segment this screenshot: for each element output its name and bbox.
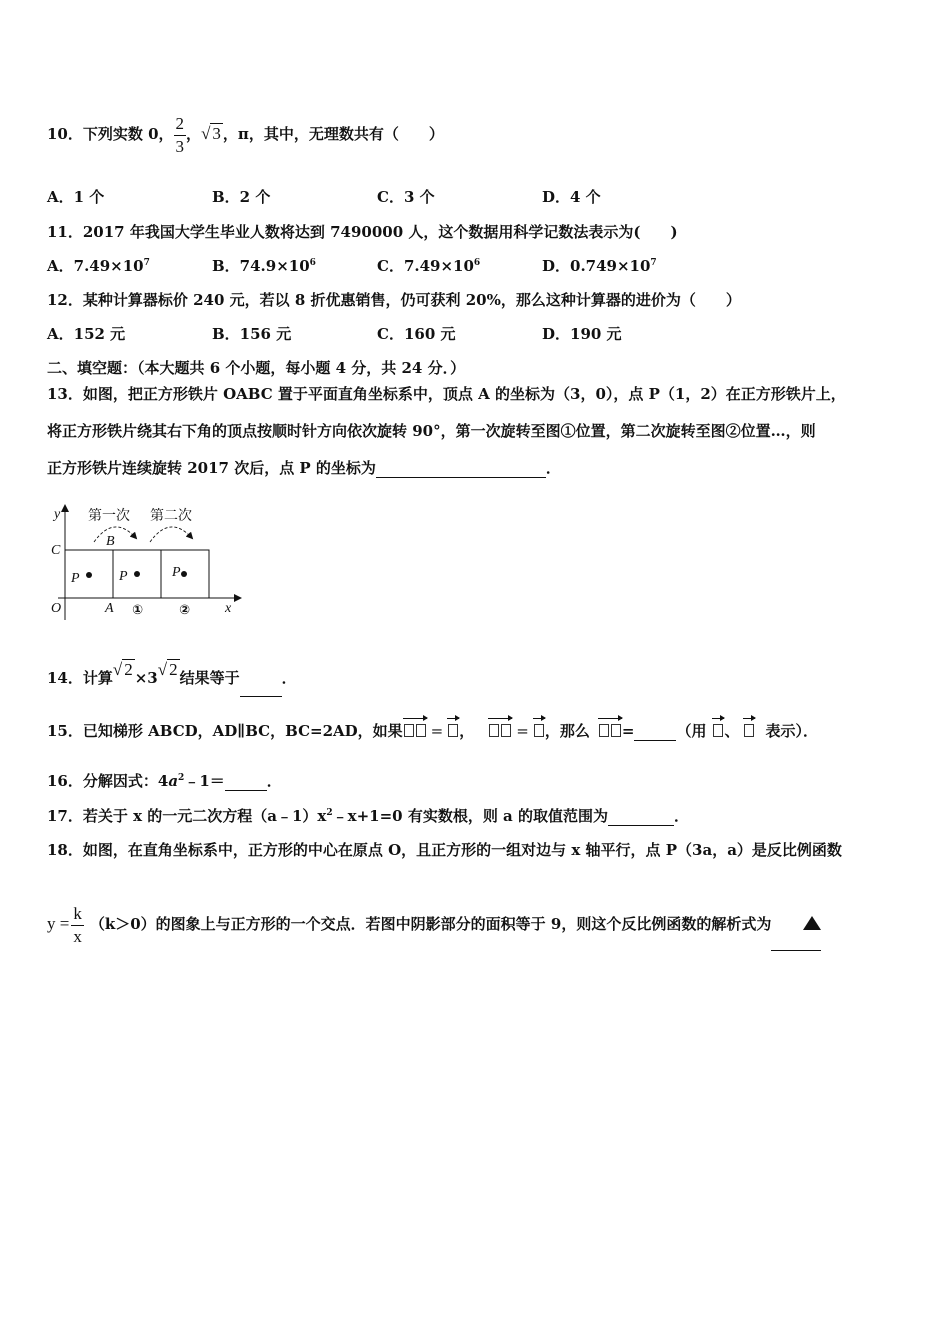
q15-then: ，那么 xyxy=(544,722,590,740)
q11-option-b-exp: 6 xyxy=(309,258,316,268)
q18-line2 xyxy=(47,898,821,950)
q14-suffix: 结果等于 xyxy=(179,669,240,687)
point-p-2 xyxy=(181,571,187,577)
label-b: B xyxy=(106,534,115,549)
label-position-2: ② xyxy=(179,603,191,618)
q14-line xyxy=(47,652,297,697)
q15-answer-blank[interactable] xyxy=(634,722,676,741)
vector-b xyxy=(533,724,545,740)
q18-func-lhs: y = xyxy=(47,914,70,933)
q13-answer-blank[interactable] xyxy=(376,459,546,478)
q15-dun: 、 xyxy=(724,722,740,740)
q14-sqrt-1-radicand: 2 xyxy=(124,660,133,679)
q13-line3 xyxy=(47,457,561,478)
label-c: C xyxy=(51,543,61,558)
q10-line xyxy=(47,108,444,160)
label-p-1: P xyxy=(119,569,128,584)
q10-sqrt: √ 3 xyxy=(201,124,221,143)
q13-line3-text: 正方形铁片连续旋转 2017 次后，点 P 的坐标为 xyxy=(47,459,376,477)
q11-option-d-base: D．0.749×10 xyxy=(542,257,651,275)
q10-prefix: 10．下列实数 0， xyxy=(47,125,174,143)
answer-triangle-icon xyxy=(803,916,821,930)
q12-option-b: B．156 元 xyxy=(212,325,292,343)
label-p-0: P xyxy=(71,571,80,586)
q16-exp: 2 xyxy=(178,773,185,783)
q10-option-a: A．1 个 xyxy=(47,188,105,206)
vector-b-ref xyxy=(743,724,755,740)
q18-line2-text: （k＞0）的图象上与正方形的一个交点．若图中阴影部分的面积等于 9，则这个反比例函数的解析式为 xyxy=(89,915,772,933)
q13-line1: 13．如图，把正方形铁片 OABC 置于平面直角坐标系中，顶点 A 的坐标为（3，0），点 P（1，2）在正方形铁片上， xyxy=(47,385,846,403)
label-o: O xyxy=(51,601,62,616)
q16-end: ． xyxy=(266,772,282,790)
q11-option-c-exp: 6 xyxy=(473,258,481,268)
vector-ab xyxy=(488,724,512,740)
section2-heading: 二、填空题：（本大题共 6 个小题，每小题 4 分，共 24 分．） xyxy=(47,359,466,377)
q16-line xyxy=(47,770,282,791)
label-x: x xyxy=(225,601,232,616)
q15-use-open: （用 xyxy=(676,722,707,740)
q18-fraction xyxy=(71,903,84,948)
q18-answer-blank[interactable] xyxy=(771,898,821,951)
q10-option-b: B．2 个 xyxy=(212,188,271,206)
vector-a-ref xyxy=(712,724,724,740)
rotation-arrow-2 xyxy=(150,527,192,542)
q14-sqrt-1: √ 2 xyxy=(112,660,133,679)
q11-option-a xyxy=(47,255,150,276)
q10-sqrt-radicand: 3 xyxy=(212,124,221,143)
q11-option-d-exp: 7 xyxy=(650,258,657,268)
rotation-arrow-1 xyxy=(94,527,136,542)
q11-option-b-base: B．74.9×10 xyxy=(212,257,310,275)
q17-suffix: ﹣x+1=0 有实数根，则 a 的取值范围为 xyxy=(332,807,608,825)
q15-eq-3: = xyxy=(621,722,635,740)
q11-option-b xyxy=(212,255,316,276)
q10-frac-num: 2 xyxy=(175,113,185,133)
q10-sep: ， xyxy=(186,125,202,143)
q16-answer-blank[interactable] xyxy=(225,772,267,791)
q17-end: ． xyxy=(673,807,689,825)
q11-option-c-base: C．7.49×10 xyxy=(377,257,474,275)
label-a: A xyxy=(105,601,114,616)
q17-line xyxy=(47,805,689,826)
q14-prefix: 14．计算 xyxy=(47,669,113,687)
label-y: y xyxy=(54,507,61,522)
q13-figure xyxy=(44,500,244,625)
q10-suffix: ，π，其中，无理数共有（ ） xyxy=(222,125,444,143)
q15-prefix: 15．已知梯形 ABCD，AD∥BC，BC=2AD，如果 xyxy=(47,722,403,740)
vector-ad xyxy=(403,724,427,740)
q11-option-a-exp: 7 xyxy=(143,258,150,268)
q12-text: 12．某种计算器标价 240 元，若以 8 折优惠销售，仍可获利 20%，那么这种计算器的进价为（ ） xyxy=(47,291,741,309)
label-first-rotation: 第一次 xyxy=(88,508,130,524)
q18-line1: 18．如图，在直角坐标系中，正方形的中心在原点 O，且正方形的一组对边与 x 轴平行，点 P（3a，a）是反比例函数 xyxy=(47,841,842,859)
q15-use-close: 表示）． xyxy=(765,722,818,740)
q10-frac-den: 3 xyxy=(175,136,185,156)
q13-line2: 将正方形铁片绕其右下角的顶点按顺时针方向依次旋转 90°，第一次旋转至图①位置，第二次旋转至图②位置…，则 xyxy=(47,422,816,440)
q11-option-d xyxy=(542,255,657,276)
q10-fraction xyxy=(174,113,187,158)
label-p-2: P xyxy=(172,565,181,580)
q14-end: ． xyxy=(281,669,297,687)
q14-sqrt-2-radicand: 2 xyxy=(169,660,178,679)
q17-prefix: 17．若关于 x 的一元二次方程（a﹣1）x xyxy=(47,807,327,825)
q17-answer-blank[interactable] xyxy=(608,807,674,826)
q12-option-a: A．152 元 xyxy=(47,325,126,343)
q18-frac-den: x xyxy=(73,926,82,946)
q17-exp: 2 xyxy=(326,808,333,818)
point-p-1 xyxy=(134,571,140,577)
q15-eq-2: = xyxy=(516,722,529,740)
q13-line3-end: ． xyxy=(545,459,561,477)
q12-option-d: D．190 元 xyxy=(542,325,622,343)
vector-a xyxy=(447,724,459,740)
q11-text: 11．2017 年我国大学生毕业人数将达到 7490000 人，这个数据用科学记数法表示为( ) xyxy=(47,223,678,241)
q14-sqrt-2: √ 2 xyxy=(157,660,178,679)
q15-comma: ， xyxy=(459,722,475,740)
q16-suffix: ﹣1＝ xyxy=(184,772,225,790)
q18-frac-num: k xyxy=(73,903,82,923)
q12-option-c: C．160 元 xyxy=(377,325,456,343)
q16-prefix: 16．分解因式：4 xyxy=(47,772,169,790)
q11-option-a-base: A．7.49×10 xyxy=(47,257,144,275)
q14-answer-blank[interactable] xyxy=(240,660,282,697)
label-second-rotation: 第二次 xyxy=(150,508,192,524)
q15-eq-1: = xyxy=(430,722,444,740)
q16-var: a xyxy=(168,772,179,790)
q15-line xyxy=(47,720,818,741)
q11-option-c xyxy=(377,255,480,276)
q14-mid: ×3 xyxy=(134,669,158,687)
point-p-0 xyxy=(86,572,92,578)
q10-option-c: C．3 个 xyxy=(377,188,435,206)
label-position-1: ① xyxy=(132,603,144,618)
q10-option-d: D．4 个 xyxy=(542,188,601,206)
vector-result xyxy=(598,724,622,740)
